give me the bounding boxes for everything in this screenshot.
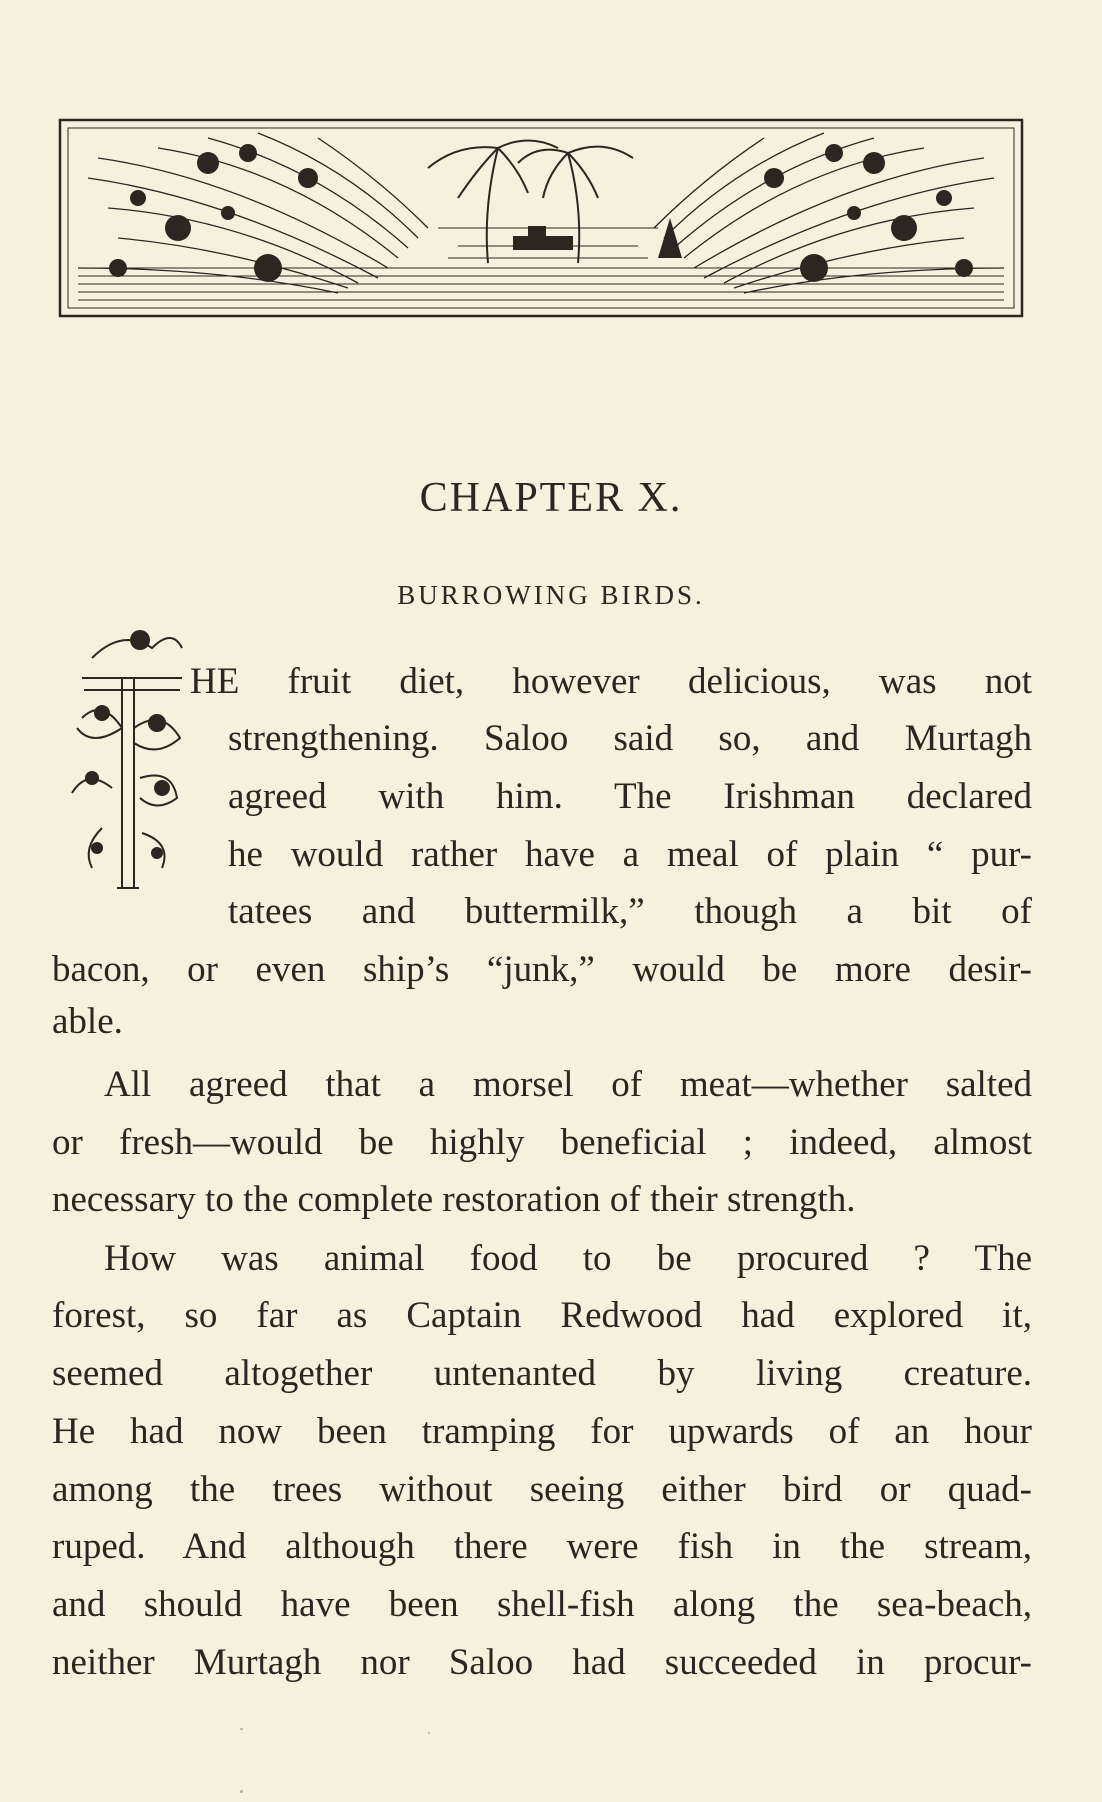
chapter-title: CHAPTER X. xyxy=(419,475,683,521)
text-line: or fresh—would be highly beneficial ; indeed, almost xyxy=(52,1122,1032,1163)
text-line: strengthening. Saloo said so, and Murtagh xyxy=(228,718,1032,759)
chapter-subtitle: BURROWING BIRDS. xyxy=(397,580,705,610)
text-line: bacon, or even ship’s “junk,” would be more desir- xyxy=(52,949,1032,990)
headpiece-engraving-icon xyxy=(58,118,1024,318)
text-line: necessary to the complete restoration of their strength. xyxy=(52,1179,856,1220)
text-line: agreed with him. The Irishman declared xyxy=(228,776,1032,817)
text-line: neither Murtagh nor Saloo had succeeded in procur- xyxy=(52,1642,1032,1683)
text-line: and should have been shell-fish along the sea-beach, xyxy=(52,1584,1032,1625)
text-line: forest, so far as Captain Redwood had explored it, xyxy=(52,1295,1032,1336)
text-line: seemed altogether untenanted by living creature. xyxy=(52,1353,1032,1394)
text-line: ruped. And although there were fish in the stream, xyxy=(52,1526,1032,1567)
text-line: How was animal food to be procured ? The xyxy=(104,1238,1032,1279)
text-line: HE fruit diet, however delicious, was not xyxy=(190,661,1032,702)
text-line: he would rather have a meal of plain “ pur- xyxy=(228,834,1032,875)
text-line: He had now been tramping for upwards of an hour xyxy=(52,1411,1032,1452)
text-line: able. xyxy=(52,1001,123,1042)
text-line: All agreed that a morsel of meat—whether salted xyxy=(104,1064,1032,1105)
text-line: tatees and buttermilk,” though a bit of xyxy=(228,891,1032,932)
text-line: among the trees without seeing either bird or quad- xyxy=(52,1469,1032,1510)
